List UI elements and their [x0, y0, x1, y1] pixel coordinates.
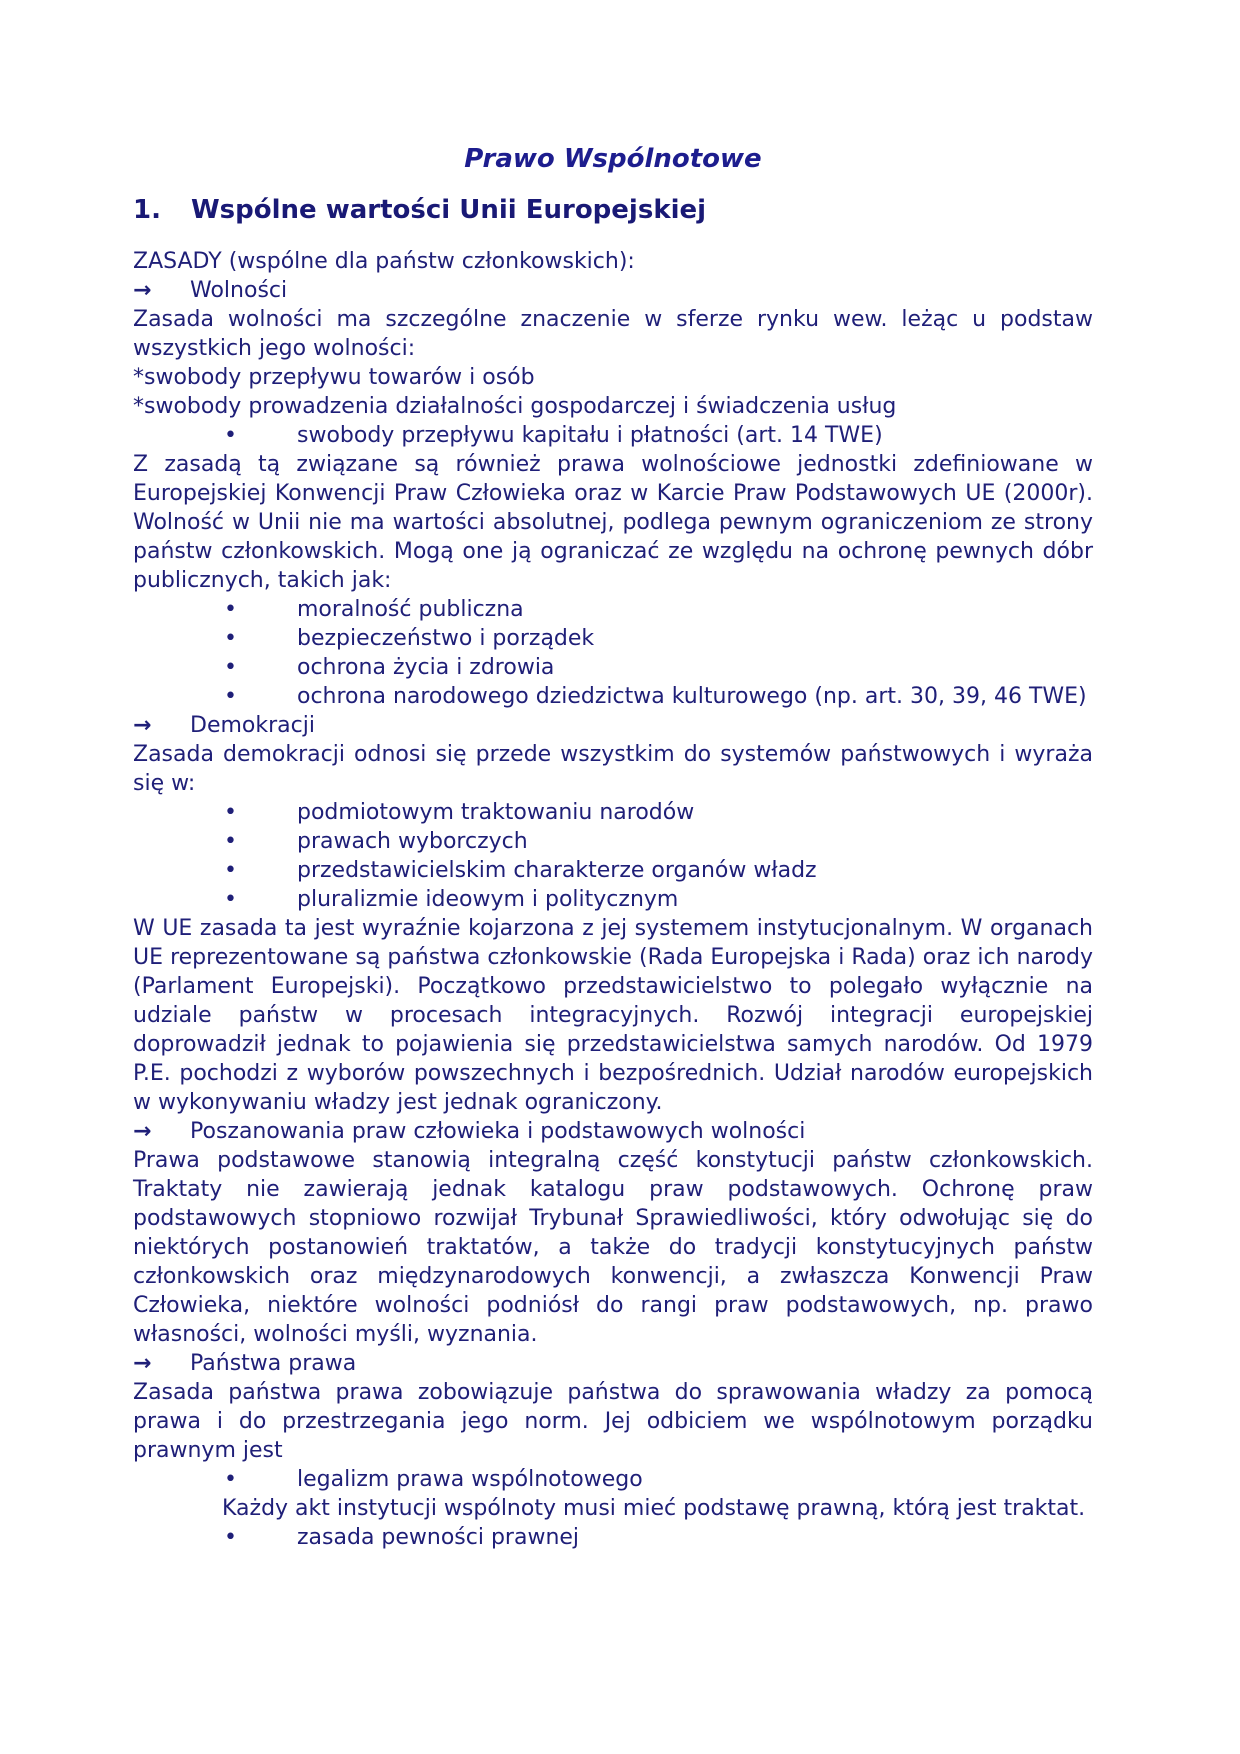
arrow-icon: → — [133, 278, 152, 303]
paragraph: Zasada demokracji odnosi się przede wszystkim do systemów państwowych i wyraża się w: — [133, 742, 1093, 796]
arrow-icon: → — [133, 713, 152, 738]
section-heading-label: Wspólne wartości Unii Europejskiej — [190, 195, 707, 225]
arrow-icon: → — [133, 1119, 152, 1144]
bullet-icon: • — [224, 655, 237, 680]
arrow-item-label: Demokracji — [190, 713, 315, 738]
document-body — [133, 247, 1093, 1552]
arrow-item-label: Państwa prawa — [190, 1351, 357, 1376]
arrow-list-item-demokracji — [133, 711, 1093, 740]
bullet-icon: • — [224, 800, 237, 825]
arrow-list-item-poszanowania — [133, 1117, 1093, 1146]
bullet-item-label: swobody przepływu kapitału i płatności (art. 14 TWE) — [297, 423, 883, 448]
bullet-item-label: zasada pewności prawnej — [297, 1525, 580, 1550]
bullet-icon: • — [224, 858, 237, 883]
paragraph-star-item: *swobody prowadzenia działalności gospodarczej i świadczenia usług — [133, 394, 897, 419]
bullet-icon: • — [224, 597, 237, 622]
bullet-list-item — [133, 856, 1093, 885]
arrow-list-item-panstwa-prawa — [133, 1349, 1093, 1378]
bullet-item-label: pluralizmie ideowym i politycznym — [297, 887, 679, 912]
bullet-list-item — [133, 1465, 1093, 1494]
arrow-item-label: Poszanowania praw człowieka i podstawowych wolności — [190, 1119, 806, 1144]
paragraph-indented: Każdy akt instytucji wspólnoty musi mieć podstawę prawną, którą jest traktat. — [222, 1496, 1086, 1521]
bullet-icon: • — [224, 1525, 237, 1550]
bullet-item-label: przedstawicielskim charakterze organów władz — [297, 858, 817, 883]
bullet-list-item — [133, 682, 1093, 711]
bullet-icon: • — [224, 1467, 237, 1492]
bullet-list-item — [133, 827, 1093, 856]
bullet-icon: • — [224, 626, 237, 651]
bullet-item-label: bezpieczeństwo i porządek — [297, 626, 595, 651]
arrow-icon: → — [133, 1351, 152, 1376]
bullet-list-item — [133, 624, 1093, 653]
paragraph-star-item: *swobody przepływu towarów i osób — [133, 365, 535, 390]
bullet-list-item — [133, 1523, 1093, 1552]
bullet-list-item — [133, 798, 1093, 827]
bullet-list-item — [133, 653, 1093, 682]
section-heading — [133, 196, 1093, 225]
paragraph: W UE zasada ta jest wyraźnie kojarzona z jej systemem instytucjonalnym. W organach UE reprezentowane są państwa członkowskie (Rada Europejska i Rada) oraz ich narody (Parlament Europejski). Początkowo przedstawicielstwo to polegało wyłącznie na udziale państw w procesach integracyjnych. Rozwój integracji europejskiej doprowadził jednak to pojawienia się przedstawicielstwa samych narodów. Od 1979 P.E. pochodzi z wyborów powszechnych i bezpośrednich. Udział narodów europejskich w wykonywaniu władzy jest jednak ograniczony. — [133, 916, 1093, 1115]
bullet-list-item — [133, 885, 1093, 914]
bullet-item-label: legalizm prawa wspólnotowego — [297, 1467, 643, 1492]
bullet-icon: • — [224, 684, 237, 709]
bullet-item-label: ochrona życia i zdrowia — [297, 655, 555, 680]
document-title: Prawo Wspólnotowe — [464, 144, 762, 174]
bullet-icon: • — [224, 423, 237, 448]
bullet-item-label: ochrona narodowego dziedzictwa kulturowego (np. art. 30, 39, 46 TWE) — [297, 684, 1087, 709]
bullet-item-label: moralność publiczna — [297, 597, 524, 622]
section-heading-number: 1. — [133, 195, 161, 225]
bullet-item-label: podmiotowym traktowaniu narodów — [297, 800, 695, 825]
paragraph: Prawa podstawowe stanowią integralną część konstytucji państw członkowskich. Traktaty nie zawierają jednak katalogu praw podstawowych. Ochronę praw podstawowych stopniowo rozwijał Trybunał Sprawiedliwości, który odwołując się do niektórych postanowień traktatów, a także do tradycji konstytucyjnych państw członkowskich oraz międzynarodowych konwencji, a zwłaszcza Konwencji Praw Człowieka, niektóre wolności podniósł do rangi praw podstawowych, np. prawo własności, wolności myśli, wyznania. — [133, 1148, 1093, 1347]
paragraph: Z zasadą tą związane są również prawa wolnościowe jednostki zdefiniowane w Europejskiej Konwencji Praw Człowieka oraz w Karcie Praw Podstawowych UE (2000r). Wolność w Unii nie ma wartości absolutnej, podlega pewnym ograniczeniom ze strony państw członkowskich. Mogą one ją ograniczać ze względu na ochronę pewnych dóbr publicznych, takich jak: — [133, 452, 1093, 593]
bullet-icon: • — [224, 887, 237, 912]
paragraph: Zasada wolności ma szczególne znaczenie w sferze rynku wew. leżąc u podstaw wszystkich jego wolności: — [133, 307, 1093, 361]
bullet-icon: • — [224, 829, 237, 854]
paragraph: Zasada państwa prawa zobowiązuje państwa do sprawowania władzy za pomocą prawa i do przestrzegania jego norm. Jej odbiciem we wspólnotowym porządku prawnym jest — [133, 1380, 1093, 1463]
bullet-item-label: prawach wyborczych — [297, 829, 528, 854]
bullet-list-item — [133, 595, 1093, 624]
bullet-list-item — [133, 421, 1093, 450]
arrow-item-label: Wolności — [190, 278, 288, 303]
arrow-list-item-wolnosci — [133, 276, 1093, 305]
paragraph-zasady: ZASADY (wspólne dla państw członkowskich): — [133, 249, 635, 274]
